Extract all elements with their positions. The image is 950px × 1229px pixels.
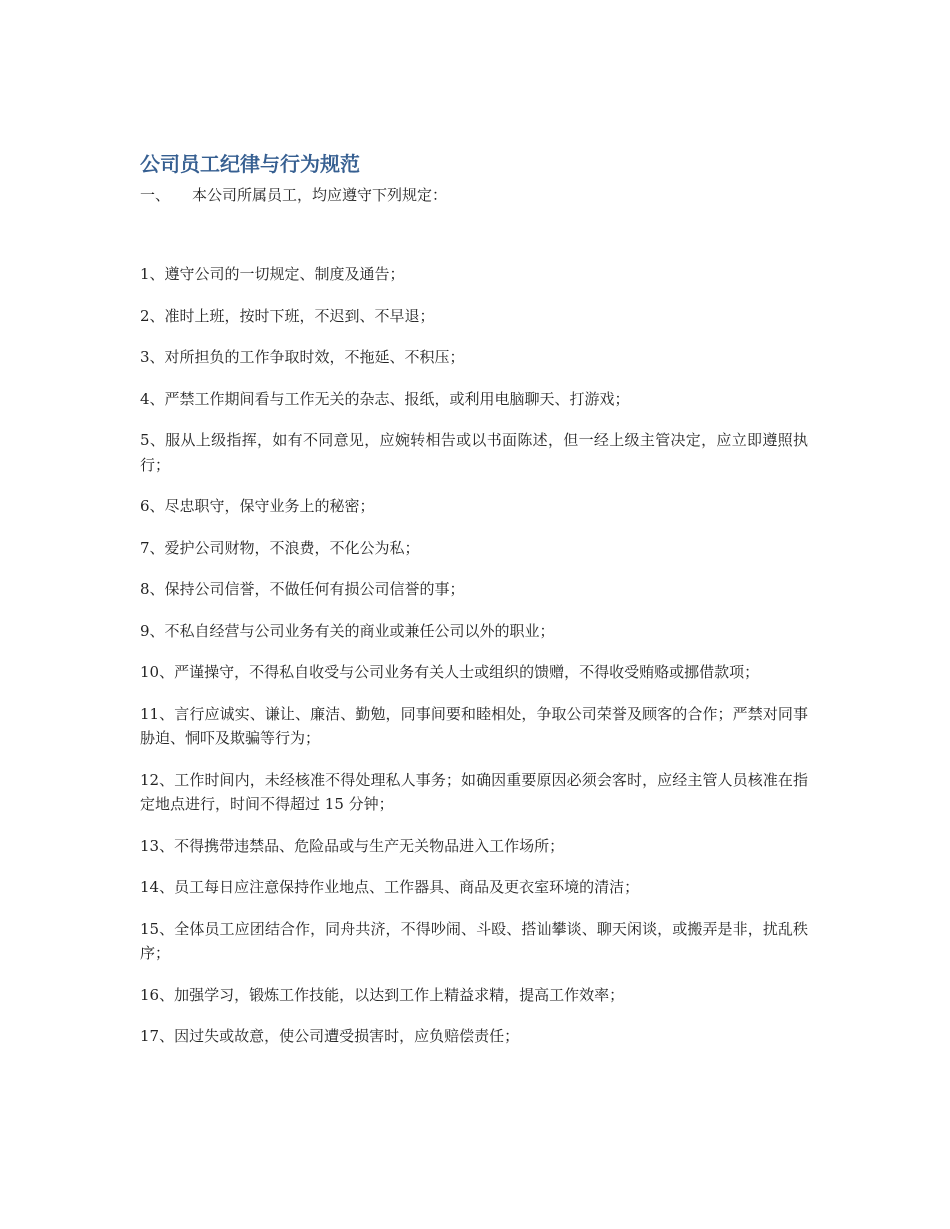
rule-item-15: 15、全体员工应团结合作，同舟共济，不得吵闹、斗殴、搭讪攀谈、聊天闲谈，或搬弄是非，扰乱秩序； [140, 919, 808, 962]
intro-number: 一、 [140, 186, 171, 204]
rule-item-4: 4、严禁工作期间看与工作无关的杂志、报纸，或利用电脑聊天、打游戏； [140, 389, 630, 408]
document-title: 公司员工纪律与行为规范 [140, 152, 360, 176]
rule-item-17: 17、因过失或故意，使公司遭受损害时，应负赔偿责任； [140, 1027, 520, 1045]
rule-item-13: 13、不得携带违禁品、危险品或与生产无关物品进入工作场所； [140, 836, 565, 855]
rule-item-1: 1、遵守公司的一切规定、制度及通告； [140, 265, 405, 283]
rules-list [140, 262, 808, 1066]
rule-item-8: 8、保持公司信誉，不做任何有损公司信誉的事； [140, 580, 465, 598]
rule-item-14: 14、员工每日应注意保持作业地点、工作器具、商品及更衣室环境的清洁； [140, 878, 640, 896]
rule-item-11: 11、言行应诚实、谦让、廉洁、勤勉，同事间要和睦相处，争取公司荣誉及顾客的合作；严禁对同事胁迫、恫吓及欺骗等行为； [140, 704, 808, 747]
rule-item-7: 7、爱护公司财物，不浪费，不化公为私； [140, 538, 420, 557]
rule-item-12: 12、工作时间内，未经核准不得处理私人事务；如确因重要原因必须会客时，应经主管人员核准在指定地点进行，时间不得超过 15 分钟； [140, 770, 808, 813]
intro-paragraph [140, 184, 447, 206]
rule-item-10: 10、严谨操守，不得私自收受与公司业务有关人士或组织的馈赠，不得收受贿赂或挪借款项； [140, 663, 760, 681]
rule-item-16: 16、加强学习，锻炼工作技能，以达到工作上精益求精，提高工作效率； [140, 985, 625, 1004]
rule-item-6: 6、尽忠职守，保守业务上的秘密； [140, 497, 375, 515]
rule-item-2: 2、准时上班，按时下班，不迟到、不早退； [140, 306, 435, 325]
rule-item-5: 5、服从上级指挥，如有不同意见，应婉转相告或以书面陈述，但一经上级主管决定，应立即遵照执行； [140, 431, 808, 474]
intro-text: 本公司所属员工，均应遵守下列规定： [192, 186, 448, 204]
rule-item-9: 9、不私自经营与公司业务有关的商业或兼任公司以外的职业； [140, 621, 555, 640]
rule-item-3: 3、对所担负的工作争取时效，不拖延、不积压； [140, 348, 465, 366]
